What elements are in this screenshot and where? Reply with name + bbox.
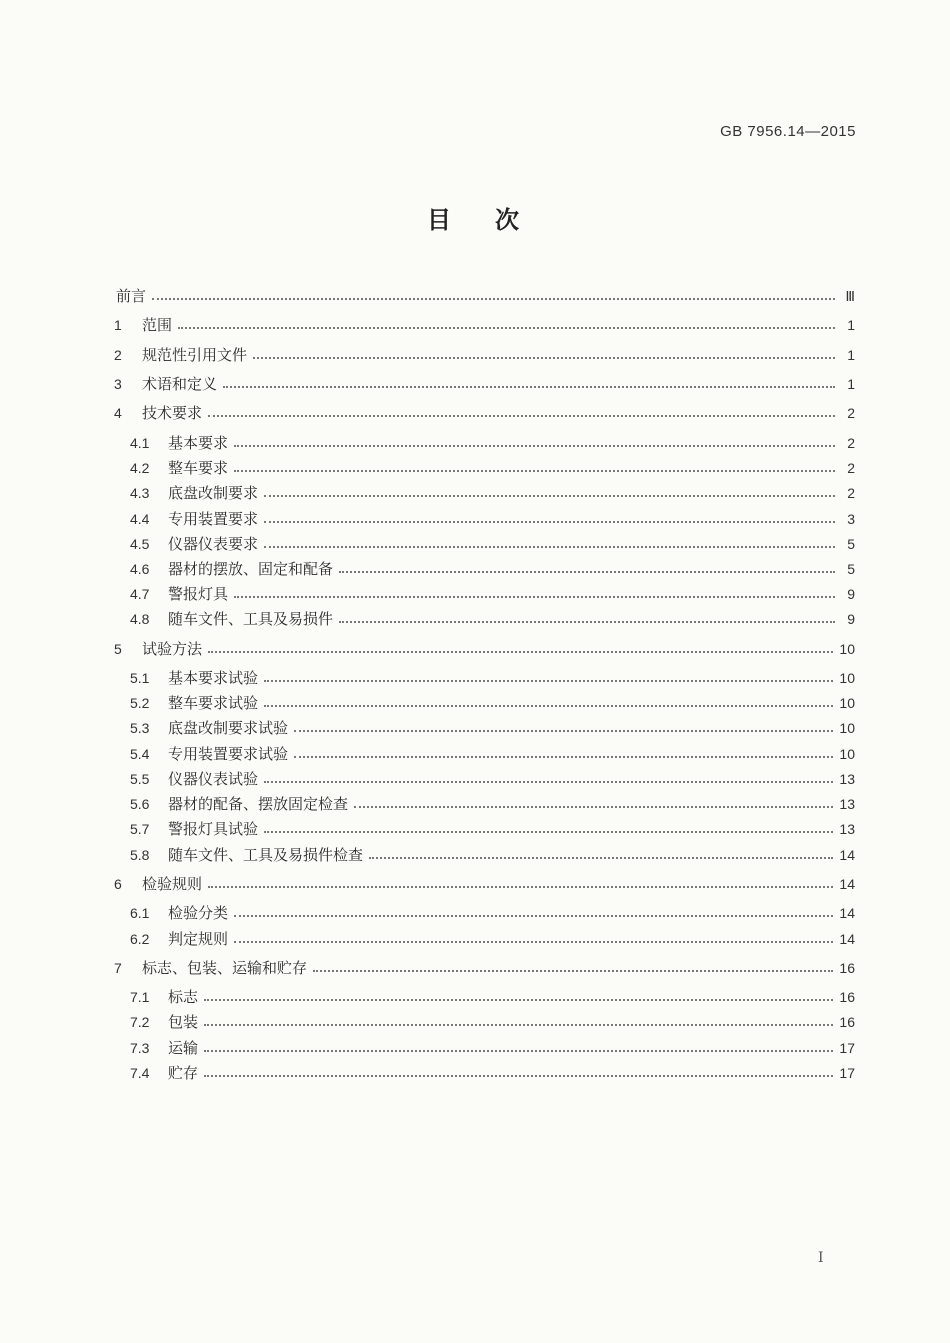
toc-entry-label: 器材的配备、摆放固定检查: [168, 795, 349, 813]
dot-leader: [264, 546, 835, 548]
toc-entry-number: 5.4: [130, 746, 150, 762]
toc-entry[interactable]: [130, 505, 855, 529]
dot-leader: [313, 970, 833, 972]
toc-entry-number: 4.1: [130, 435, 150, 451]
toc-entry-page: 2: [847, 485, 855, 501]
toc-entry-label: 标志: [168, 988, 199, 1006]
dot-leader: [234, 941, 833, 943]
toc-entry-number: 7.2: [130, 1014, 150, 1030]
toc-entry-page: 9: [847, 586, 855, 602]
toc-entry[interactable]: [130, 605, 855, 629]
page-folio: Ⅰ: [818, 1250, 824, 1266]
toc-entry-number: 4.4: [130, 511, 150, 527]
toc-entry-number: 5.2: [130, 695, 150, 711]
toc-entry-number: 4: [114, 405, 122, 421]
toc-entry-label: 整车要求: [168, 459, 229, 477]
toc-entry-page: 10: [839, 641, 855, 657]
dot-leader: [208, 651, 833, 653]
dot-leader: [253, 357, 835, 359]
toc-entry[interactable]: [114, 870, 855, 894]
toc-entry[interactable]: [130, 454, 855, 478]
toc-entry-page: 3: [847, 511, 855, 527]
toc-entry[interactable]: [130, 555, 855, 579]
dot-leader: [264, 495, 835, 497]
dot-leader: [234, 470, 835, 472]
toc-entry-page: 17: [839, 1040, 855, 1056]
toc-entry-page: 10: [839, 695, 855, 711]
standard-code: GB 7956.14—2015: [720, 123, 856, 140]
toc-entry-page: Ⅲ: [845, 288, 855, 304]
toc-entry-number: 6: [114, 876, 122, 892]
dot-leader: [204, 1050, 833, 1052]
toc-entry-page: 14: [839, 847, 855, 863]
dot-leader: [204, 1075, 833, 1077]
dot-leader: [339, 621, 835, 623]
toc-entry-label: 检验分类: [168, 904, 229, 922]
toc-entry-page: 13: [839, 771, 855, 787]
dot-leader: [264, 781, 833, 783]
dot-leader: [234, 445, 835, 447]
toc-entry-number: 5: [114, 641, 122, 657]
toc-entry-page: 16: [839, 989, 855, 1005]
toc-entry-page: 10: [839, 746, 855, 762]
toc-entry-label: 检验规则: [142, 875, 203, 893]
dot-leader: [369, 857, 833, 859]
toc-entry[interactable]: [130, 925, 855, 949]
toc-entry-label: 基本要求: [168, 434, 229, 452]
toc-entry-page: 13: [839, 796, 855, 812]
toc-entry-number: 4.7: [130, 586, 150, 602]
toc-entry-number: 1: [114, 317, 122, 333]
toc-entry-page: 9: [847, 611, 855, 627]
toc-entry-label: 前言: [116, 287, 147, 305]
toc-entry[interactable]: [114, 370, 855, 394]
toc-entry[interactable]: [114, 635, 855, 659]
toc-entry-number: 6.2: [130, 931, 150, 947]
dot-leader: [264, 521, 835, 523]
dot-leader: [264, 680, 833, 682]
toc-entry-number: 4.5: [130, 536, 150, 552]
toc-entry-page: 14: [839, 931, 855, 947]
toc-entry-page: 2: [847, 435, 855, 451]
toc-entry-label: 专用装置要求: [168, 510, 259, 528]
page-title: 目次: [427, 206, 563, 234]
toc-entry[interactable]: [130, 1008, 855, 1032]
dot-leader: [234, 596, 835, 598]
toc-entry-number: 5.1: [130, 670, 150, 686]
toc-entry-label: 包装: [168, 1013, 199, 1031]
toc-entry-label: 底盘改制要求试验: [168, 719, 289, 737]
dot-leader: [354, 806, 833, 808]
toc-entry-number: 6.1: [130, 905, 150, 921]
toc-entry-number: 7.4: [130, 1065, 150, 1081]
toc-entry-number: 5.8: [130, 847, 150, 863]
toc-entry-number: 4.6: [130, 561, 150, 577]
toc-entry-number: 5.6: [130, 796, 150, 812]
dot-leader: [152, 298, 835, 300]
toc-entry[interactable]: [130, 841, 855, 865]
dot-leader: [234, 915, 833, 917]
toc-entry[interactable]: [130, 1034, 855, 1058]
toc-entry[interactable]: [130, 530, 855, 554]
toc-entry-page: 17: [839, 1065, 855, 1081]
toc-entry[interactable]: [130, 429, 855, 453]
toc-entry-label: 警报灯具: [168, 585, 229, 603]
toc-entry-page: 1: [847, 347, 855, 363]
toc-entry[interactable]: [130, 983, 855, 1007]
toc-entry-page: 13: [839, 821, 855, 837]
toc-entry-label: 仪器仪表要求: [168, 535, 259, 553]
dot-leader: [339, 571, 835, 573]
toc-entry-label: 基本要求试验: [168, 669, 259, 687]
toc-entry-label: 器材的摆放、固定和配备: [168, 560, 334, 578]
toc-entry[interactable]: [130, 1059, 855, 1083]
toc-entry-number: 7.1: [130, 989, 150, 1005]
toc-entry-label: 范围: [142, 316, 173, 334]
dot-leader: [208, 886, 833, 888]
dot-leader: [264, 831, 833, 833]
toc-entry-number: 4.2: [130, 460, 150, 476]
toc-entry-page: 16: [839, 1014, 855, 1030]
toc-entry[interactable]: [130, 689, 855, 713]
toc-entry-page: 16: [839, 960, 855, 976]
toc-entry-label: 标志、包装、运输和贮存: [142, 959, 308, 977]
toc-entry[interactable]: [130, 765, 855, 789]
toc-entry[interactable]: [130, 479, 855, 503]
toc-entry-number: 3: [114, 376, 122, 392]
toc-entry-label: 随车文件、工具及易损件检查: [168, 846, 364, 864]
toc-entry-page: 1: [847, 376, 855, 392]
toc-entry-number: 2: [114, 347, 122, 363]
dot-leader: [204, 999, 833, 1001]
toc-entry-label: 规范性引用文件: [142, 346, 248, 364]
toc-entry-label: 运输: [168, 1039, 199, 1057]
toc-entry-label: 试验方法: [142, 640, 203, 658]
toc-entry-number: 5.7: [130, 821, 150, 837]
toc-entry-page: 2: [847, 405, 855, 421]
toc-entry[interactable]: [130, 815, 855, 839]
toc-entry[interactable]: [116, 282, 855, 306]
toc-entry-page: 1: [847, 317, 855, 333]
dot-leader: [208, 415, 835, 417]
dot-leader: [204, 1024, 833, 1026]
toc-entry-label: 专用装置要求试验: [168, 745, 289, 763]
toc-entry[interactable]: [130, 580, 855, 604]
toc-entry-page: 5: [847, 536, 855, 552]
toc-entry-number: 7.3: [130, 1040, 150, 1056]
toc-entry-number: 4.3: [130, 485, 150, 501]
toc-entry-page: 10: [839, 720, 855, 736]
dot-leader: [264, 705, 833, 707]
toc-entry-label: 判定规则: [168, 930, 229, 948]
toc-entry-label: 贮存: [168, 1064, 199, 1082]
toc-entry[interactable]: [130, 664, 855, 688]
toc-entry-page: 14: [839, 905, 855, 921]
toc-entry-label: 仪器仪表试验: [168, 770, 259, 788]
toc-entry-label: 底盘改制要求: [168, 484, 259, 502]
toc-entry[interactable]: [114, 341, 855, 365]
toc-entry-label: 技术要求: [142, 404, 203, 422]
toc-entry[interactable]: [114, 954, 855, 978]
toc-entry-label: 术语和定义: [142, 375, 218, 393]
toc-entry-label: 警报灯具试验: [168, 820, 259, 838]
toc-entry-label: 随车文件、工具及易损件: [168, 610, 334, 628]
dot-leader: [223, 386, 835, 388]
toc-entry[interactable]: [130, 740, 855, 764]
toc-entry[interactable]: [130, 714, 855, 738]
toc-entry-number: 7: [114, 960, 122, 976]
toc-entry-page: 2: [847, 460, 855, 476]
toc-entry[interactable]: [114, 399, 855, 423]
toc-entry-number: 4.8: [130, 611, 150, 627]
toc-entry-page: 5: [847, 561, 855, 577]
toc-entry-number: 5.5: [130, 771, 150, 787]
toc-entry-number: 5.3: [130, 720, 150, 736]
toc-entry-label: 整车要求试验: [168, 694, 259, 712]
toc-entry[interactable]: [130, 790, 855, 814]
toc-entry-page: 10: [839, 670, 855, 686]
toc-entry-page: 14: [839, 876, 855, 892]
dot-leader: [294, 730, 833, 732]
toc-entry[interactable]: [114, 311, 855, 335]
dot-leader: [294, 756, 833, 758]
dot-leader: [178, 327, 835, 329]
toc-entry[interactable]: [130, 899, 855, 923]
